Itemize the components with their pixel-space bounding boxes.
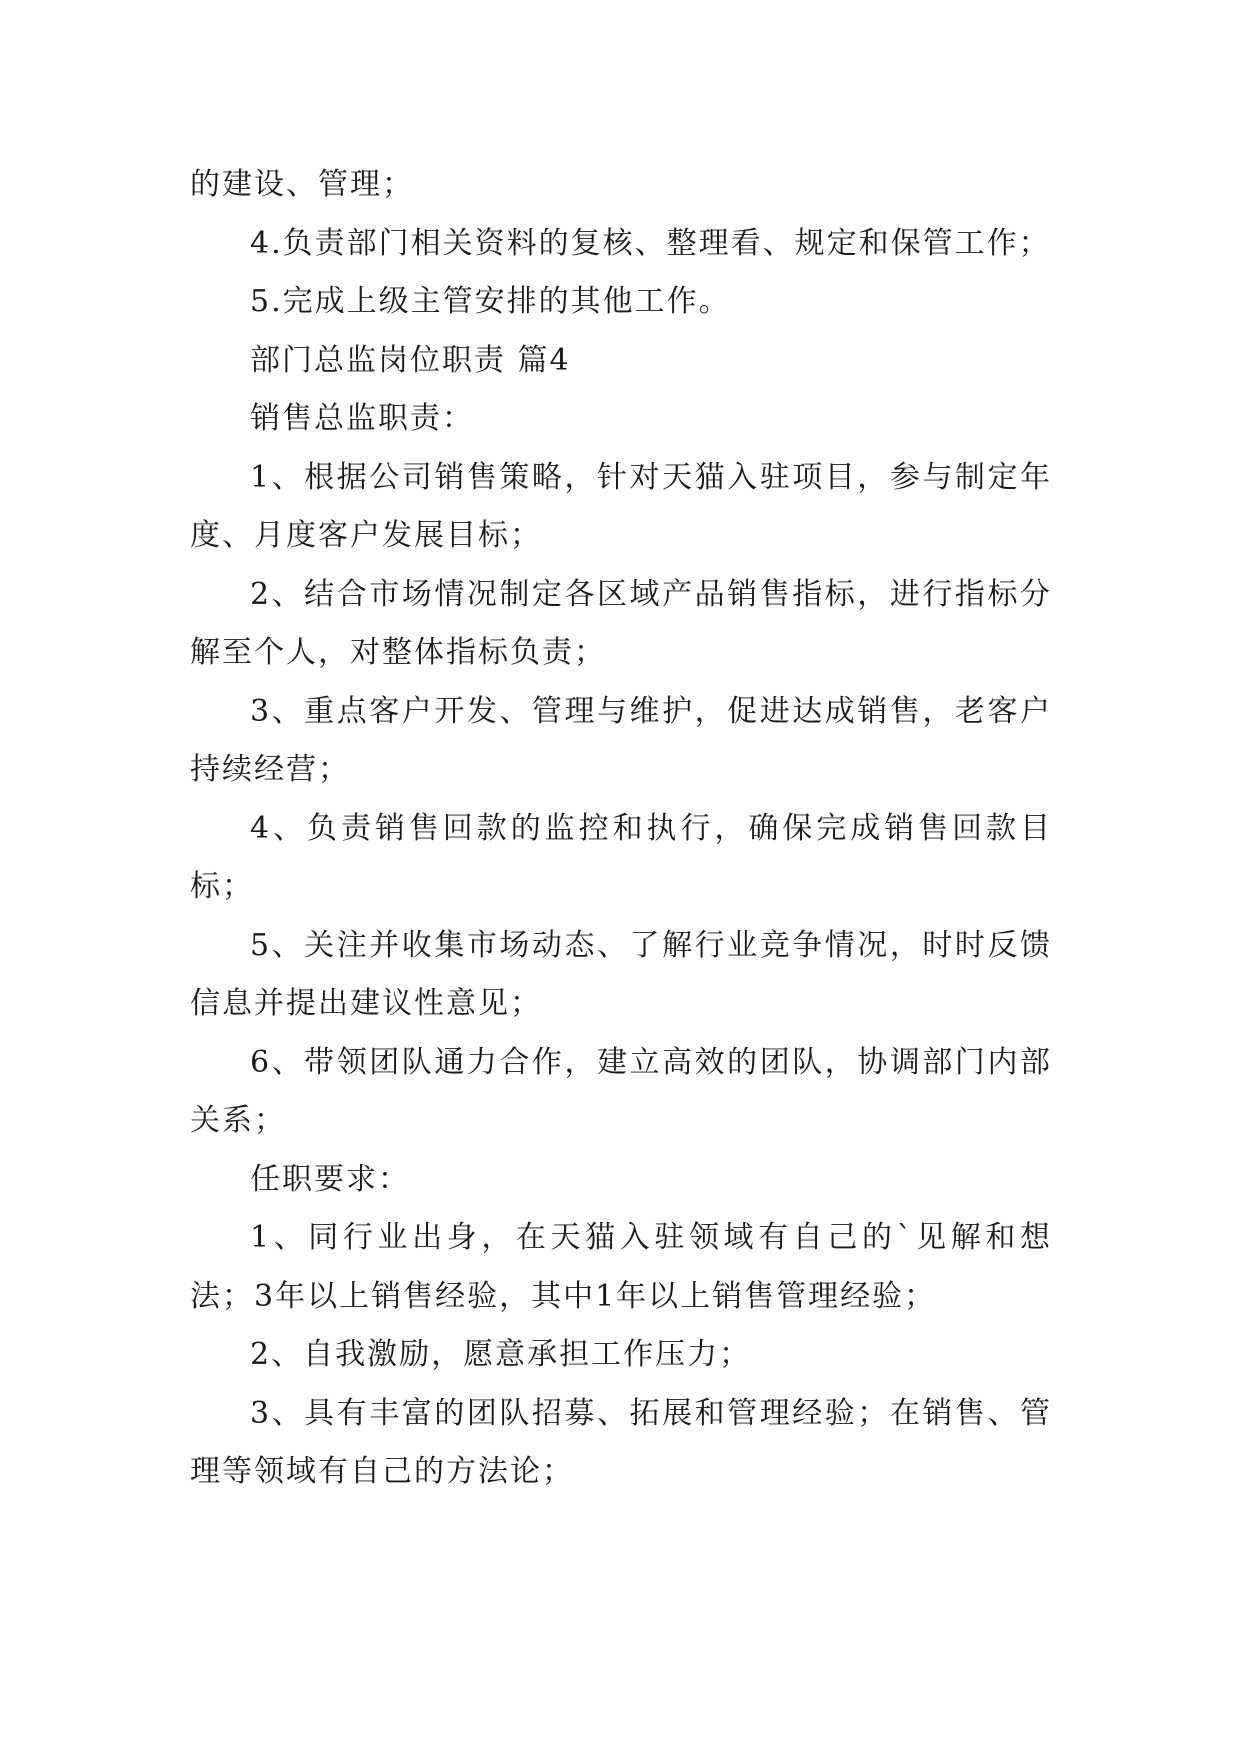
paragraph-duty-5: 5.完成上级主管安排的其他工作。 xyxy=(250,284,731,319)
paragraph-duty-4: 4.负责部门相关资料的复核、整理看、规定和保管工作； xyxy=(250,225,1051,261)
paragraph-sales-duty-1: 1、根据公司销售策略，针对天猫入驻项目，参与制定年度、月度客户发展目标； xyxy=(190,459,1052,553)
subheading-requirements: 任职要求： xyxy=(250,1161,410,1197)
paragraph-sales-duty-4: 4、负责销售回款的监控和执行，确保完成销售回款目标； xyxy=(190,810,1052,904)
paragraph-sales-duty-2: 2、结合市场情况制定各区域产品销售指标，进行指标分解至个人，对整体指标负责； xyxy=(190,576,1052,670)
paragraph-requirement-3: 3、具有丰富的团队招募、拓展和管理经验；在销售、管理等领域有自己的方法论； xyxy=(190,1395,1052,1489)
paragraph-requirement-2: 2、自我激励，愿意承担工作压力； xyxy=(250,1337,752,1372)
subheading-sales-director-duties: 销售总监职责： xyxy=(250,401,474,436)
paragraph-continuation: 的建设、管理； xyxy=(190,167,414,202)
document-body xyxy=(190,156,1052,1502)
paragraph-requirement-1: 1、同行业出身，在天猫入驻领域有自己的`见解和想法；3年以上销售经验，其中1年以上销售管理经验； xyxy=(190,1220,1052,1314)
paragraph-sales-duty-3: 3、重点客户开发、管理与维护，促进达成销售，老客户持续经营； xyxy=(190,693,1052,787)
paragraph-sales-duty-5: 5、关注并收集市场动态、了解行业竞争情况，时时反馈信息并提出建议性意见； xyxy=(190,927,1052,1021)
section-heading: 部门总监岗位职责 篇4 xyxy=(250,342,571,378)
paragraph-sales-duty-6: 6、带领团队通力合作，建立高效的团队，协调部门内部关系； xyxy=(190,1044,1052,1138)
